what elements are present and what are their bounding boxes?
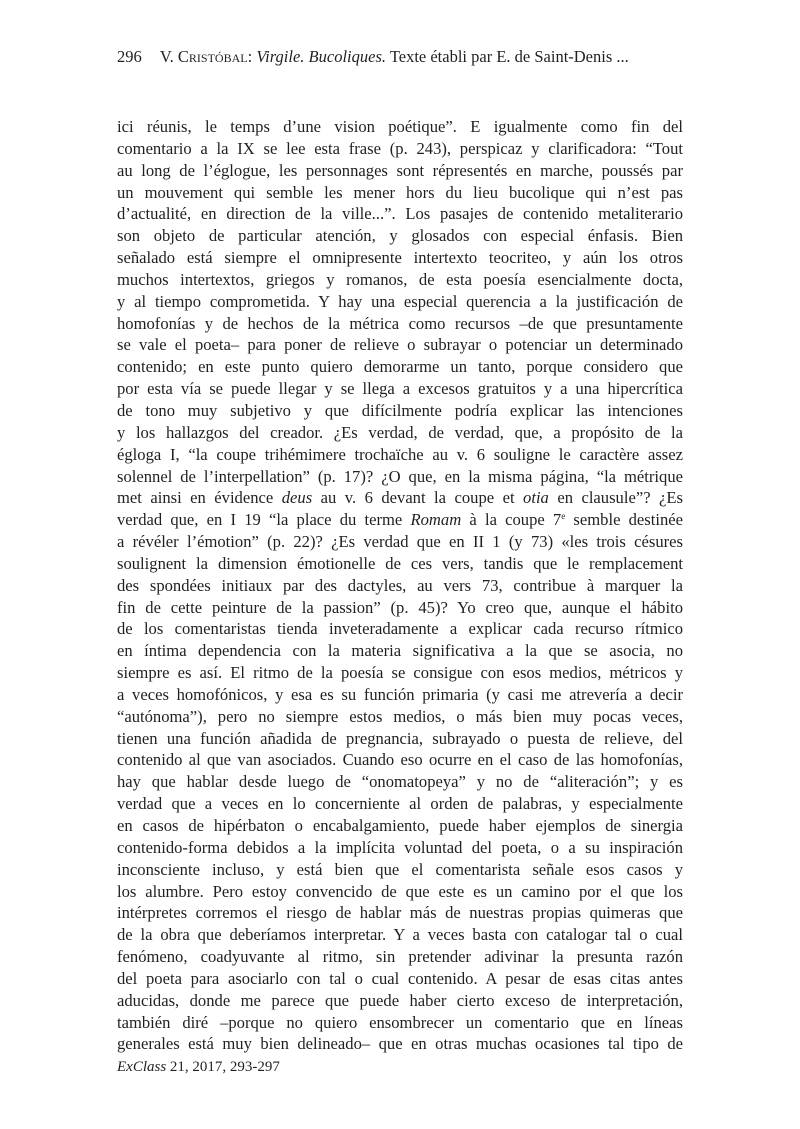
header-author: V. Cristóbal:	[159, 47, 253, 66]
text-segment: fin de cette peinture de la passion” (p. 45)? Yo creo que, aunque el hábito	[117, 597, 683, 617]
body-paragraph	[117, 116, 683, 1055]
text-line	[117, 182, 683, 204]
text-segment: a révéler l’émotion” (p. 22)? ¿Es verdad que en II 1 (y 73) «les trois césures	[117, 532, 683, 552]
text-segment: de los comentaristas tienda inveteradamente a explicar cada recurso rítmico	[117, 619, 683, 639]
text-line	[117, 728, 683, 750]
text-segment: inconsciente incluso, y está bien que el comentarista señale esos casos y	[117, 859, 683, 879]
text-line	[117, 859, 683, 881]
text-line	[117, 466, 683, 488]
running-footer	[117, 1059, 280, 1076]
text-line	[117, 422, 683, 444]
text-segment: a veces homofónicos, y esa es su función primaria (y casi me atrevería a decir	[117, 684, 683, 704]
text-line	[117, 640, 683, 662]
text-segment: égloga I, “la coupe trihémimere trochaïche au v. 6 souligne le caractère assez	[117, 444, 683, 464]
text-line	[117, 487, 683, 509]
text-segment: au long de l’églogue, les personnages sont répresentés en marche, poussés par	[117, 160, 683, 180]
text-segment: señalado está siempre el omnipresente intertexto teocriteo, y aún los otros	[117, 248, 683, 268]
footer-journal: ExClass	[117, 1059, 167, 1075]
text-segment: intérpretes corremos el riesgo de hablar más de nuestras propias quimeras que	[117, 903, 683, 923]
text-line	[117, 160, 683, 182]
text-line	[117, 881, 683, 903]
text-line	[117, 902, 683, 924]
text-line	[117, 618, 683, 640]
text-segment: ici réunis, le temps d’une vision poétique”. E igualmente como fin del	[117, 117, 683, 136]
text-line	[117, 771, 683, 793]
text-line	[117, 313, 683, 335]
text-line	[117, 575, 683, 597]
italic-text: deus	[281, 488, 313, 508]
text-segment: “autónoma”), pero no siempre estos medios, o más bien muy pocas veces,	[117, 706, 683, 726]
text-line	[117, 837, 683, 859]
text-segment: semble destinée	[565, 510, 683, 530]
text-line	[117, 946, 683, 968]
header-title-italic: Virgile. Bucoliques.	[256, 47, 386, 66]
text-segment: los alumbre. Pero estoy convencido de que este es un camino por el que los	[117, 881, 683, 901]
italic-text: otia	[523, 488, 549, 508]
superscript: e	[561, 511, 566, 522]
text-segment: de tono muy subjetivo y que difícilmente podría explicar las intenciones	[117, 400, 683, 420]
text-line	[117, 291, 683, 313]
text-line	[117, 662, 683, 684]
text-segment: en clausule”? ¿Es	[548, 488, 683, 508]
text-line	[117, 138, 683, 160]
text-segment: contenido; en este punto quiero demorarme un tanto, porque considero que	[117, 357, 683, 377]
text-line	[117, 749, 683, 771]
text-line	[117, 203, 683, 225]
text-line	[117, 356, 683, 378]
text-segment: muchos intertextos, griegos y romanos, de esta poesía esencialmente docta,	[117, 269, 683, 289]
text-segment: en íntima dependencia con la materia significativa a la que se asocia, no	[117, 641, 683, 661]
text-line	[117, 990, 683, 1012]
text-segment: y los hallazgos del creador. ¿Es verdad, de verdad, que, a propósito de la	[117, 422, 683, 442]
text-line	[117, 531, 683, 553]
text-line	[117, 334, 683, 356]
text-line	[117, 1012, 683, 1034]
text-segment: des spondées initiaux par des dactyles, au vers 73, contribue à marquer la	[117, 575, 683, 595]
text-segment: au v. 6 devant la coupe et	[312, 488, 524, 508]
text-line	[117, 444, 683, 466]
text-segment: soulignent la dimension émotionelle de ces vers, tandis que le remplacement	[117, 553, 683, 573]
italic-text: Romam	[410, 510, 462, 530]
text-segment: contenido-forma debidos a la implícita voluntad del poeta, o a su inspiración	[117, 837, 683, 857]
text-line	[117, 269, 683, 291]
text-segment: verdad que a veces en lo concerniente al orden de palabras, y especialmente	[117, 794, 683, 814]
text-line	[117, 247, 683, 269]
text-segment: generales está muy bien delineado– que en otras muchas ocasiones tal tipo de	[117, 1034, 683, 1054]
text-segment: homofonías y de hechos de la métrica como recursos –de que presuntamente	[117, 313, 683, 333]
text-segment: met ainsi en évidence	[117, 488, 282, 508]
text-line	[117, 509, 683, 531]
text-segment: aducidas, donde me parece que puede haber cierto exceso de interpretación,	[117, 990, 683, 1010]
text-segment: un mouvement qui semble les mener hors du lieu bucolique qui n’est pas	[117, 182, 683, 202]
text-segment: solennel de l’interpellation” (p. 17)? ¿O que, en la misma página, “la métrique	[117, 466, 683, 486]
text-line	[117, 793, 683, 815]
text-segment: à la coupe 7	[461, 510, 562, 530]
text-segment: en casos de hipérbaton o encabalgamiento, puede haber ejemplos de sinergia	[117, 816, 683, 835]
text-line	[117, 597, 683, 619]
running-header	[117, 47, 629, 67]
text-segment: contenido al que van asociados. Cuando eso ocurre en el caso de las homofonías,	[117, 750, 683, 770]
text-line	[117, 815, 683, 837]
text-line	[117, 116, 683, 138]
text-line	[117, 924, 683, 946]
text-segment: fenómeno, coadyuvante al ritmo, sin pretender adivinar la presunta razón	[117, 947, 683, 967]
text-segment: d’actualité, en direction de la ville...”. Los pasajes de contenido metaliterario	[117, 204, 683, 224]
header-title-rest: Texte établi par E. de Saint-Denis ...	[386, 47, 629, 66]
page-number: 296	[117, 47, 142, 66]
text-line	[117, 225, 683, 247]
text-line	[117, 684, 683, 706]
text-segment: y al tiempo comprometida. Y hay una especial querencia a la justificación de	[117, 291, 683, 311]
text-line	[117, 968, 683, 990]
text-line	[117, 706, 683, 728]
text-line	[117, 378, 683, 400]
text-line	[117, 1033, 683, 1055]
footer-citation: 21, 2017, 293-297	[166, 1059, 280, 1075]
text-segment: del poeta para asociarlo con tal o cual contenido. A pesar de esas citas antes	[117, 968, 683, 988]
text-segment: se vale el poeta– para poner de relieve o subrayar o potenciar un determinado	[117, 335, 683, 355]
text-line	[117, 400, 683, 422]
text-segment: hay que hablar desde luego de “onomatopeya” y no de “aliteración”; y es	[117, 772, 683, 792]
text-segment: comentario a la IX se lee esta frase (p. 243), perspicaz y clarificadora: “Tout	[117, 138, 683, 158]
text-segment: siempre es así. El ritmo de la poesía se consigue con esos medios, métricos y	[117, 663, 683, 683]
text-segment: son objeto de particular atención, y glosados con especial énfasis. Bien	[117, 226, 683, 246]
text-segment: verdad que, en I 19 “la place du terme	[117, 510, 411, 530]
text-segment: por esta vía se puede llegar y se llega a excesos gratuitos y a una hipercrítica	[117, 379, 683, 399]
text-segment: también diré –porque no quiero ensombrecer un comentario que en líneas	[117, 1012, 683, 1032]
text-segment: de la obra que deberíamos interpretar. Y a veces basta con catalogar tal o cual	[117, 925, 683, 945]
text-line	[117, 553, 683, 575]
text-segment: tienen una función añadida de pregnancia, subrayado o puesta de relieve, del	[117, 728, 683, 748]
